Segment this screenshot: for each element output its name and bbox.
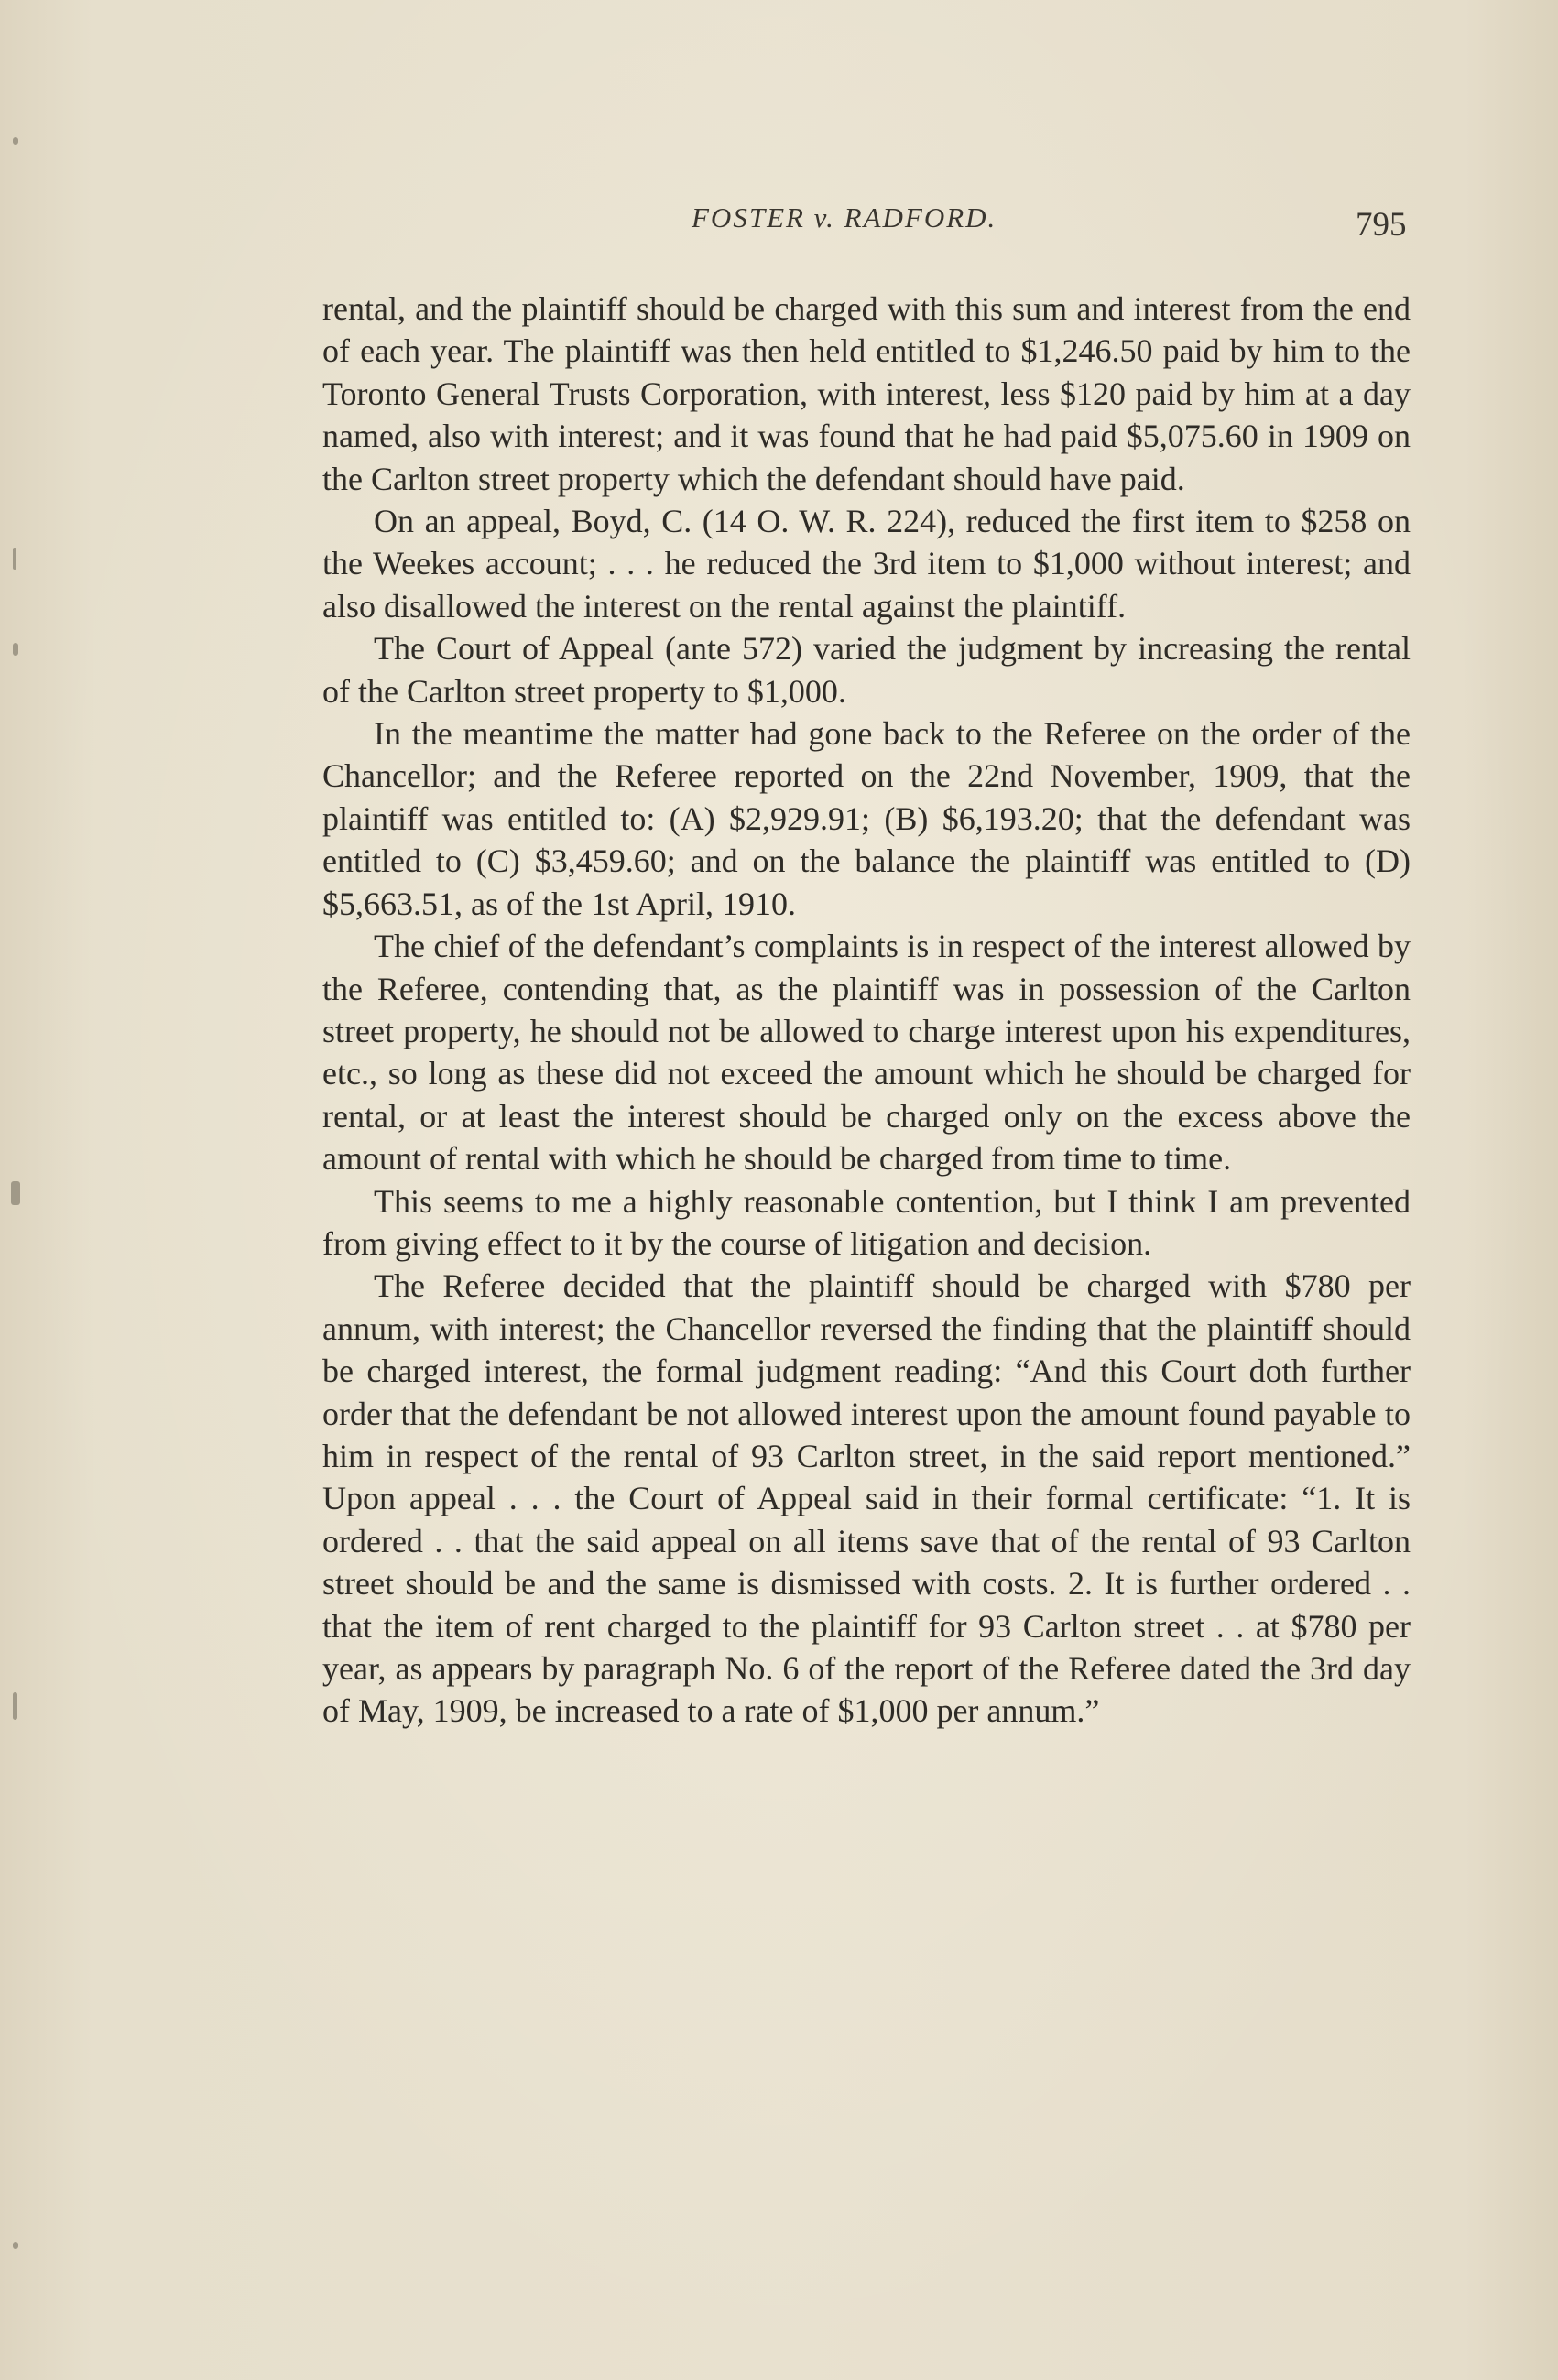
- paragraph: The Court of Appeal (ante 572) varied the judgment by increasing the rental of the Carlton street property to $1,000.: [322, 630, 1411, 710]
- paragraph: The chief of the defendant’s complaints is in respect of the interest allowed by the Referee, contending that, as the plaintiff was in possession of the Carlton street property, he should not be allowed to charge interest upon his expenditures, etc., so long as these did not exceed the amount which he should be charged for rental, or at least the interest should be charged only on the excess above the amount of rental with which he should be charged from time to time.: [322, 928, 1411, 1178]
- margin-blemish: [13, 548, 16, 570]
- margin-blemish: [11, 1181, 20, 1205]
- body-text: [322, 288, 1411, 1733]
- margin-blemish: [13, 1692, 17, 1720]
- margin-blemish: [13, 2242, 18, 2249]
- margin-blemish: [13, 643, 18, 656]
- margin-blemish: [13, 137, 18, 145]
- paragraph: This seems to me a highly reasonable contention, but I think I am prevented from giving effect to it by the course of litigation and decision.: [322, 1182, 1411, 1262]
- paragraph: rental, and the plaintiff should be charged with this sum and interest from the end of each year. The plaintiff was then held entitled to $1,246.50 paid by him to the Toronto General Trusts Corporation, with interest, less $120 paid by him at a day named, also with interest; and it was found that he had paid $5,075.60 in 1909 on the Carlton street property which the defendant should have paid.: [322, 290, 1411, 497]
- page-number: 795: [1356, 206, 1407, 244]
- running-head: [0, 194, 1558, 249]
- paragraph: On an appeal, Boyd, C. (14 O. W. R. 224), reduced the first item to $258 on the Weekes account; . . . he reduced the 3rd item to $1,000 without interest; and also disallowed the interest on the rental against the plaintiff.: [322, 503, 1411, 625]
- paragraph: In the meantime the matter had gone back to the Referee on the order of the Chancellor; and the Referee reported on the 22nd November, 1909, that the plaintiff was entitled to: (A) $2,929.91; (B) $6,193.20; that the defendant was entitled to (C) $3,459.60; and on the balance the plaintiff was entitled to (D) $5,663.51, as of the 1st April, 1910.: [322, 715, 1411, 922]
- running-title: FOSTER v. RADFORD.: [692, 201, 997, 234]
- paragraph: The Referee decided that the plaintiff should be charged with $780 per annum, with interest; the Chancellor reversed the finding that the plaintiff should be charged interest, the formal judgment reading: “And this Court doth further order that the defendant be not allowed interest upon the amount found payable to him in respect of the rental of 93 Carlton street, in the said report mentioned.” Upon appeal . . . the Court of Appeal said in their formal certificate: “1. It is ordered . . that the said appeal on all items save that of the rental of 93 Carlton street should be and the same is dismissed with costs. 2. It is further ordered . . that the item of rent charged to the plaintiff for 93 Carlton street . . at $780 per year, as appears by paragraph No. 6 of the report of the Referee dated the 3rd day of May, 1909, be increased to a rate of $1,000 per annum.”: [322, 1267, 1411, 1730]
